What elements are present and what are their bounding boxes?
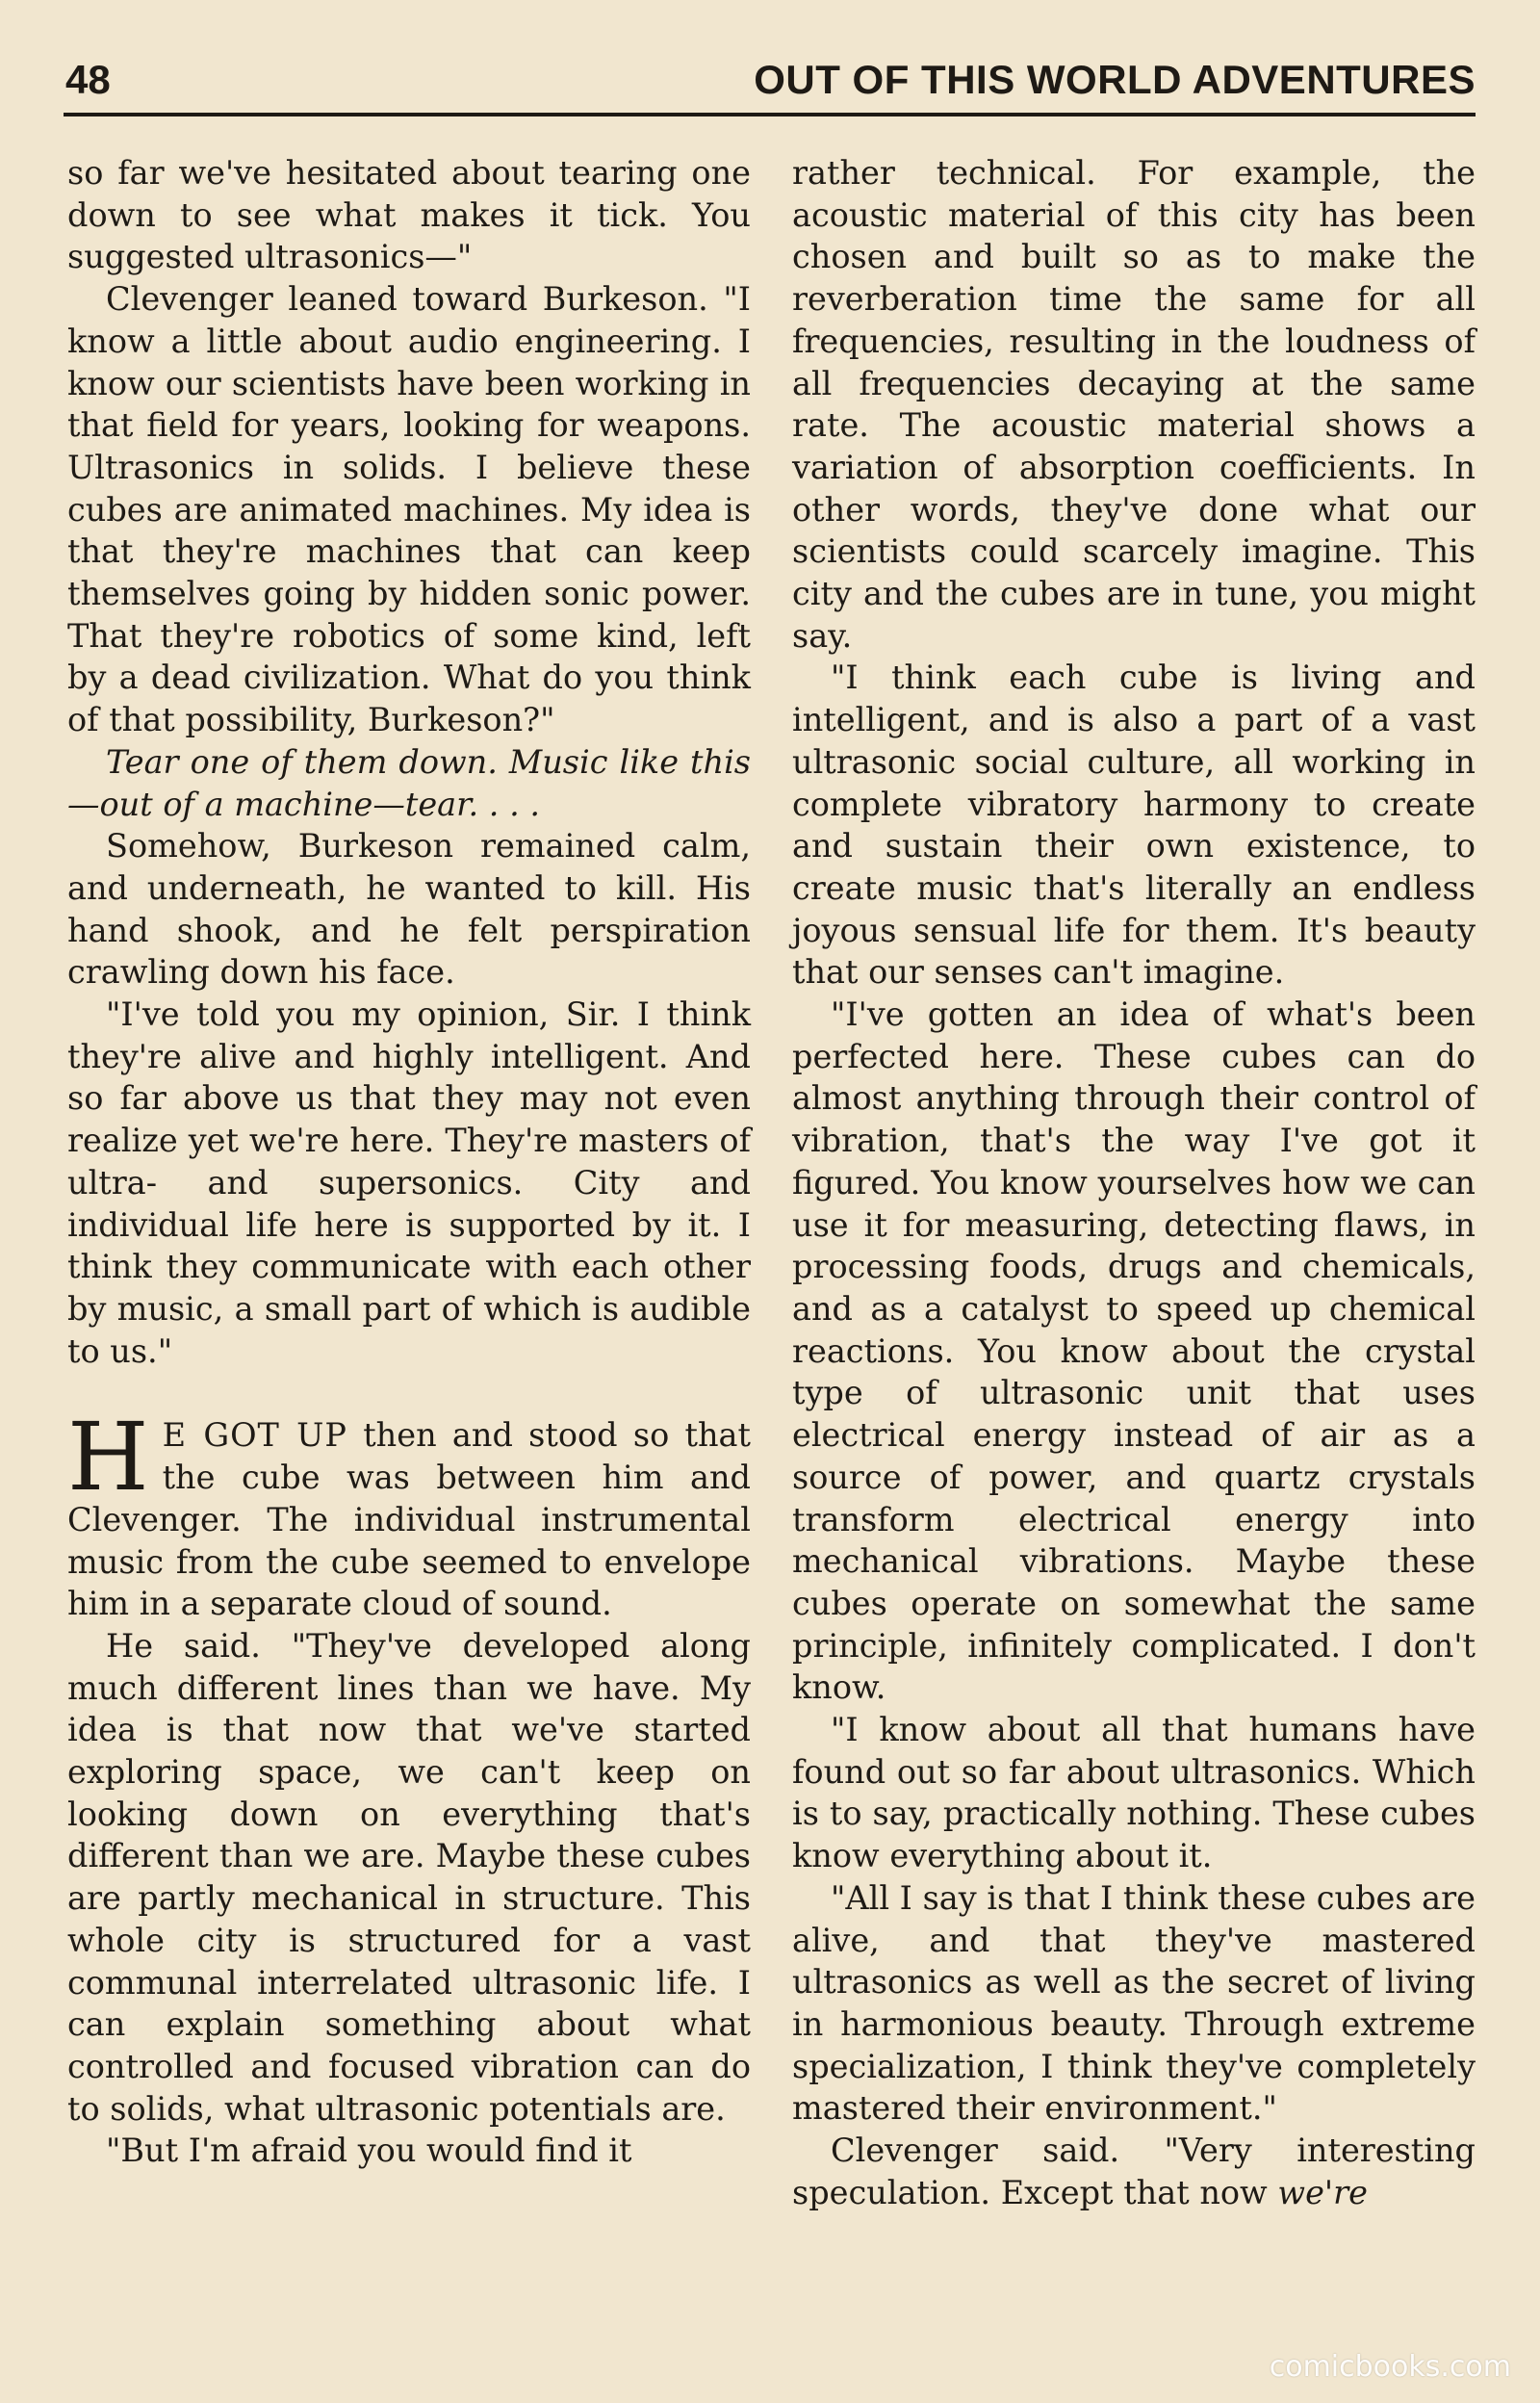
paragraph: Clevenger leaned toward Burkeson. "I know a little about audio engineering. I know our scientists have been working in that field for years, looking for weapons. Ultrasonics in solids. I believe these cubes are animated machines. My idea is that they're machines that can keep themselves going by hidden sonic power. That they're robotics of some kind, left by a dead civilization. What do you think of that possibility, Burkeson?" bbox=[67, 280, 751, 739]
paragraph: "I think each cube is living and intelligent, and is also a part of a vast ultrasonic social culture, all working in complete vibratory harmony to create and sustain their own existence, to create music that's literally an endless joyous sensual life for them. It's beauty that our senses can't imagine. bbox=[792, 659, 1476, 992]
paragraph: "I've gotten an idea of what's been perfected here. These cubes can do almost anything through their control of vibration, that's the way I've got it figured. You know yourselves how we can use it for measuring, detecting flaws, in processing foods, drugs and chemicals, and as a catalyst to speed up chemical reactions. You know about the crystal type of ultrasonic unit that uses electrical energy instead of air as a source of power, and quartz crystals transform electrical energy into mechanical vibrations. Maybe these cubes operate on somewhat the same principle, infinitely complicated. I don't know. bbox=[792, 995, 1476, 1707]
right-column bbox=[792, 152, 1476, 2213]
left-column bbox=[67, 152, 751, 2172]
paragraph: "All I say is that I think these cubes are alive, and that they've mastered ultrasonics as well as the secret of living in harmonious beauty. Through extreme specialization, I think they've completely mastered their environment." bbox=[792, 1878, 1476, 2128]
watermark: comicbooks.com bbox=[1269, 2350, 1511, 2384]
page-header bbox=[65, 48, 1476, 112]
italic-thought-paragraph: Tear one of them down. Music like this—out of a machine—tear. . . . bbox=[67, 742, 751, 823]
header-rule bbox=[64, 113, 1476, 116]
paragraph: Somehow, Burkeson remained calm, and underneath, he wanted to kill. His hand shook, and he felt perspiration crawling down his face. bbox=[67, 827, 751, 992]
dropcap-letter: H bbox=[67, 1403, 149, 1512]
paragraph: He said. "They've developed along much different lines than we have. My idea is that now that we've started exploring space, we can't keep on looking down on everything that's different than we are. Maybe these cubes are partly mechanical in structure. This whole city is structured for a vast communal interrelated ultrasonic life. I can explain something about what controlled and focused vibration can do to solids, what ultrasonic potentials are. bbox=[67, 1626, 751, 2128]
running-title: OUT OF THIS WORLD ADVENTURES bbox=[754, 57, 1476, 102]
paragraph: rather technical. For example, the acoustic material of this city has been chosen and built so as to make the reverberation time the same for all frequencies, resulting in the loudness of all frequencies decaying at the same rate. The acoustic material shows a variation of absorption coefficients. In other words, they've done what our scientists could scarcely imagine. This city and the cubes are in tune, you might say. bbox=[792, 154, 1476, 655]
dropcap-paragraph bbox=[67, 1403, 751, 1625]
paragraph: "I've told you my opinion, Sir. I think they're alive and highly intelligent. And so far above us that they may not even realize yet we're here. They're masters of ultra- and supersonics. City and individual life here is supported by it. I think they communicate with each other by music, a small part of which is audible to us." bbox=[67, 995, 751, 1370]
dropcap-paragraph-text: then and stood so that the cube was between him and Clevenger. The individual instrumental music from the cube seemed to envelope him in a separate cloud of sound. bbox=[67, 1416, 751, 1623]
page-number: 48 bbox=[65, 57, 111, 102]
paragraph: "I know about all that humans have found out so far about ultrasonics. Which is to say, practically nothing. These cubes know everything about it. bbox=[792, 1711, 1476, 1875]
dropcap-lead-in: E GOT UP bbox=[162, 1416, 347, 1455]
paragraph: so far we've hesitated about tearing one down to see what makes it tick. You suggested ultrasonics—" bbox=[67, 154, 751, 276]
emphasis-word: we're bbox=[1277, 2173, 1368, 2211]
paragraph: "But I'm afraid you would find it bbox=[106, 2132, 632, 2170]
paragraph bbox=[792, 2130, 1476, 2213]
paragraph-text: Clevenger said. "Very interesting speculation. Except that now bbox=[792, 2132, 1476, 2211]
